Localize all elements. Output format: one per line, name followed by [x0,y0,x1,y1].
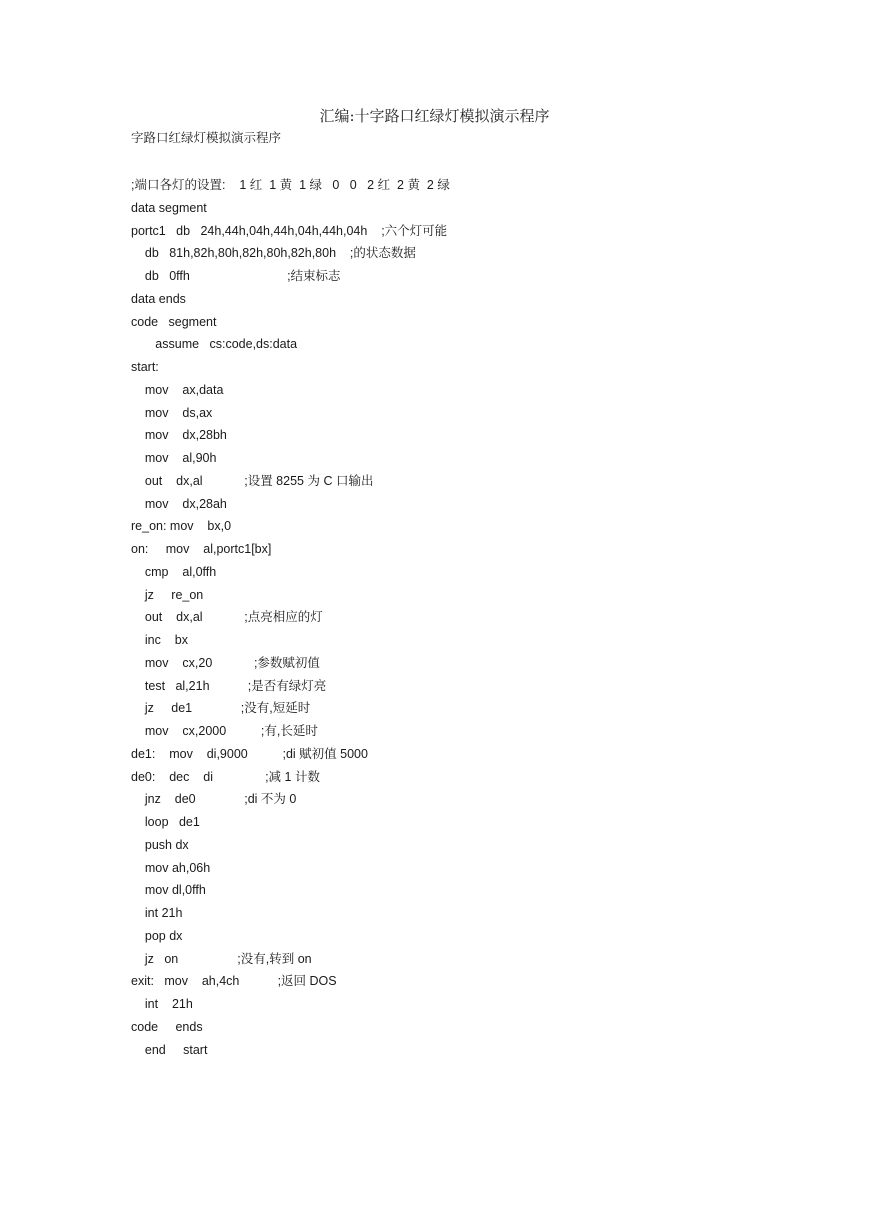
code-line: data ends [131,291,186,306]
code-line: de0: dec di ;减 1 计数 [131,769,320,784]
code-line: mov ax,data [131,382,224,397]
code-line: mov ah,06h [131,860,211,875]
document-subtitle: 字路口红绿灯模拟演示程序 [131,130,282,145]
code-line: mov dl,0ffh [131,883,206,898]
code-line: db 0ffh ;结束标志 [131,269,341,283]
code-line: loop de1 [131,815,200,829]
code-line: jz de1 ;没有,短延时 [131,701,311,716]
code-line: end start [131,1042,208,1057]
code-line: re_on: mov bx,0 [131,519,232,534]
code-line: data segment [131,200,207,215]
code-line: mov dx,28bh [131,428,227,443]
code-line: assume cs:code,ds:data [131,337,298,352]
code-line: test al,21h ;是否有绿灯亮 [131,678,327,693]
code-line: out dx,al ;点亮相应的灯 [131,610,323,625]
code-line: portc1 db 24h,44h,04h,44h,04h,44h,04h ;六个灯可能 [131,223,448,238]
code-line: jnz de0 ;di 不为 0 [131,792,297,807]
code-line: int 21h [131,906,183,920]
code-line: mov dx,28ah [131,496,227,511]
code-line: jz on ;没有,转到 on [131,951,312,966]
code-line: mov ds,ax [131,405,213,420]
code-line: code segment [131,314,217,329]
code-line: jz re_on [131,587,204,602]
code-line: pop dx [131,928,183,943]
code-line: inc bx [131,633,188,647]
code-line: cmp al,0ffh [131,564,217,579]
code-line: mov cx,20 ;参数赋初值 [131,655,320,670]
code-listing [131,176,791,1063]
code-line: code ends [131,1019,203,1034]
code-line: int 21h [131,997,193,1011]
code-line: push dx [131,837,189,852]
code-line: de1: mov di,9000 ;di 赋初值 5000 [131,746,368,761]
code-line: ;端口各灯的设置: 1 红 1 黄 1 绿 0 0 2 红 2 黄 2 绿 [131,178,450,192]
code-line: exit: mov ah,4ch ;返回 DOS [131,974,337,989]
code-line: mov al,90h [131,451,217,465]
code-line: out dx,al ;设置 8255 为 C 口输出 [131,473,374,488]
document-title: 汇编:十字路口红绿灯模拟演示程序 [319,107,550,125]
code-line: start: [131,360,159,374]
code-line: on: mov al,portc1[bx] [131,542,272,556]
code-line: db 81h,82h,80h,82h,80h,82h,80h ;的状态数据 [131,246,416,261]
code-line: mov cx,2000 ;有,长延时 [131,724,318,738]
